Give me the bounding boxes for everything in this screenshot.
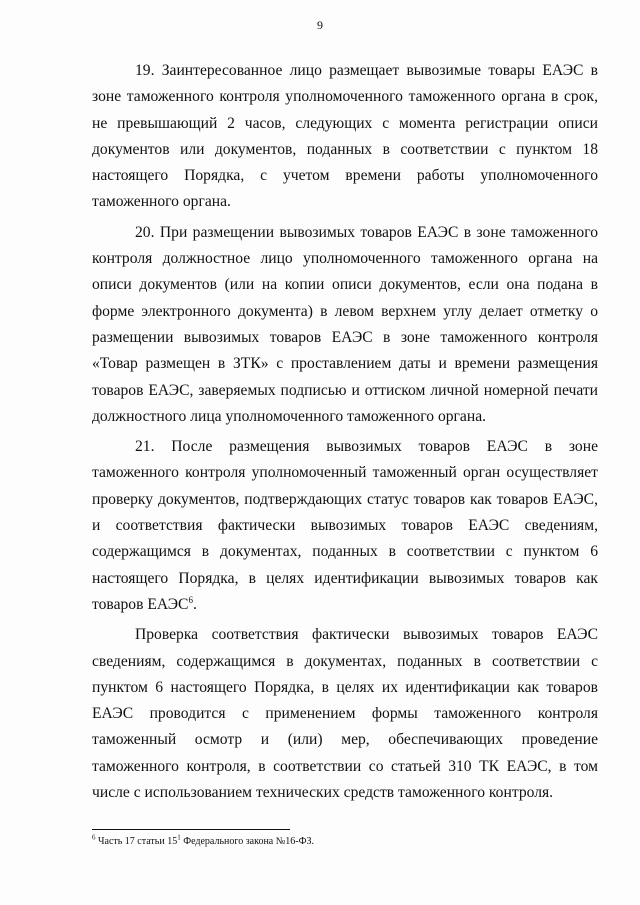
paragraph-19 — [92, 58, 598, 216]
footnote-text-after: Федерального закона №16-ФЗ. — [180, 836, 315, 847]
footnote-separator — [92, 829, 290, 830]
footnote-superscript: 1 — [177, 833, 181, 842]
footnote-text-before: Часть 17 статьи 15 — [95, 836, 178, 847]
paragraph-text: 20. При размещении вывозимых товаров ЕАЭС в зоне таможенного контроля должностное лицо уполномоченного таможенного органа на описи документов (или на копии описи документов, если она подана в форме электронного документа) в левом верхнем углу делает отметку о размещении вывозимых товаров ЕАЭС в зоне таможенного контроля «Товар размещен в ЗТК» с проставлением даты и времени размещения товаров ЕАЭС, заверяемых подписью и оттиском личной номерной печати должностного лица уполномоченного таможенного органа. — [92, 223, 598, 425]
paragraph-text: 21. После размещения вывозимых товаров ЕАЭС в зоне таможенного контроля уполномоченный таможенный орган осуществляет проверку документов, подтверждающих статус товаров как товаров ЕАЭС, и соответствия фактически вывозимых товаров ЕАЭС сведениям, содержащимся в документах, поданных в соответствии с пунктом 6 настоящего Порядка, в целях идентификации вывозимых товаров как товаров ЕАЭС — [92, 438, 598, 613]
paragraph-text: 19. Заинтересованное лицо размещает вывозимые товары ЕАЭС в зоне таможенного контроля уполномоченного таможенного органа в срок, не превышающий 2 часов, следующих с момента регистрации описи документов или документов, поданных в соответствии с пунктом 18 настоящего Порядка, с учетом времени работы уполномоченного таможенного органа. — [92, 62, 598, 211]
paragraph-20 — [92, 220, 598, 430]
paragraph-tail: . — [192, 595, 197, 613]
paragraph-verification — [92, 622, 598, 806]
paragraph-21 — [92, 434, 598, 618]
footnote-marker: 6 — [92, 833, 96, 842]
paragraph-text: Проверка соответствия фактически вывозимых товаров ЕАЭС сведениям, содержащимся в документах, поданных в соответствии с пунктом 6 настоящего Порядка, в целях их идентификации как товаров ЕАЭС проводится с применением формы таможенного контроля таможенный осмотр и (или) мер, обеспечивающих проведение таможенного контроля, в соответствии со статьей 310 ТК ЕАЭС, в том числе с использованием технических средств таможенного контроля. — [92, 626, 598, 802]
document-body — [92, 58, 598, 810]
page-number: 9 — [317, 18, 323, 32]
footnote-reference[interactable]: 6 — [188, 594, 193, 605]
footnote — [92, 835, 598, 849]
